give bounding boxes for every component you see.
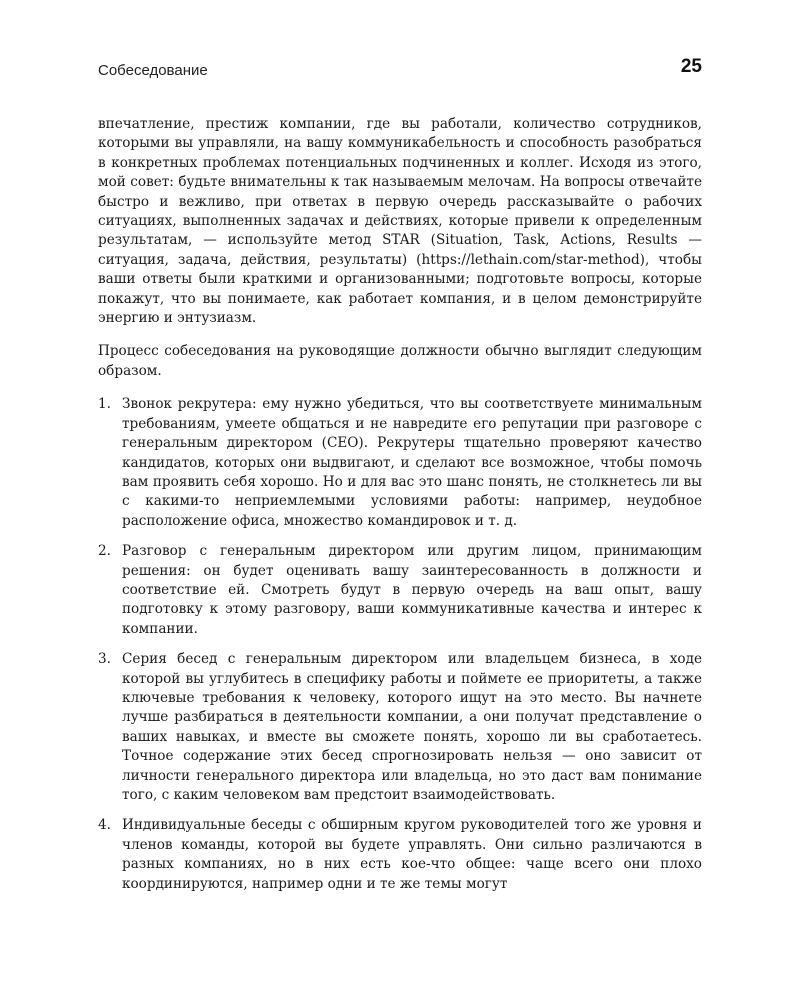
list-item-text: Разговор с генеральным директором или другим лицом, принимающим решения: он будет оценивать вашу заинтересованность в должности и соответствие ей. Смотреть будут в первую очередь на ваш опыт, вашу подготовку к этому разговору, ваши коммуникативные качества и интерес к компании. xyxy=(122,543,702,637)
list-item-text: Серия бесед с генеральным директором или владельцем бизнеса, в ходе которой вы углубитесь в специфику работы и поймете ее приоритеты, а также ключевые требования к человеку, которого ищут на это место. Вы начнете лучше разбираться в деятельности компании, а они получат представление о ваших навыках, и вместе вы сможете понять, хорошо ли вы сработаетесь. Точное содержание этих бесед спрогнозировать нельзя — оно зависит от личности генерального директора или владельца, но это даст вам понимание того, с каким человеком вам предстоит взаимодействовать. xyxy=(122,651,702,803)
running-title: Собеседование xyxy=(98,62,208,79)
list-item-text: Индивидуальные беседы с обширным кругом руководителей того же уровня и членов команды, которой вы будете управлять. Они сильно различаются в разных компаниях, но в них есть кое-что общее: чаще всего они плохо координируются, например одни и те же темы могут xyxy=(122,817,702,892)
page-number: 25 xyxy=(680,56,702,77)
paragraph: впечатление, престиж компании, где вы работали, количество сотрудников, которыми вы управляли, на вашу коммуникабельность и способность разобраться в конкретных проблемах потенциальных подчиненных и коллег. Исходя из этого, мой совет: будьте внимательны к так называемым мелочам. На вопросы отвечайте быстро и вежливо, при ответах в первую очередь рассказывайте о рабочих ситуациях, выполненных задачах и действиях, которые привели к определенным результатам, — используйте метод STAR (Situation, Task, Actions, Results — ситуация, задача, действия, результаты) (https://lethain.com/star-method), чтобы ваши ответы были краткими и организованными; подготовьте вопросы, которые покажут, что вы понимаете, как работает компания, и в целом демонстрируйте энергию и энтузиазм. xyxy=(98,116,702,327)
list-item-number: 3. xyxy=(98,651,111,668)
page-header xyxy=(98,58,702,86)
list-item-text: Звонок рекрутера: ему нужно убедиться, что вы соответствуете минимальным требованиям, умеете общаться и не навредите его репутации при разговоре с генеральным директором (CEO). Рекрутеры тщательно проверяют качество кандидатов, которых они выдвигают, и сделают все возможное, чтобы помочь вам проявить себя хорошо. Но и для вас это шанс понять, не столкнетесь ли вы с какими-то неприемлемыми условиями работы: например, неудобное расположение офиса, множество командировок и т. д. xyxy=(122,396,702,529)
list-item xyxy=(98,816,702,894)
list-item xyxy=(98,395,702,531)
list-item-number: 2. xyxy=(98,543,111,560)
paragraph: Процесс собеседования на руководящие должности обычно выглядит следующим образом. xyxy=(98,343,702,379)
list-item xyxy=(98,542,702,639)
list-item-number: 4. xyxy=(98,817,111,834)
numbered-list xyxy=(98,395,702,894)
list-item-number: 1. xyxy=(98,396,111,413)
list-item xyxy=(98,650,702,805)
page-body xyxy=(98,115,702,905)
